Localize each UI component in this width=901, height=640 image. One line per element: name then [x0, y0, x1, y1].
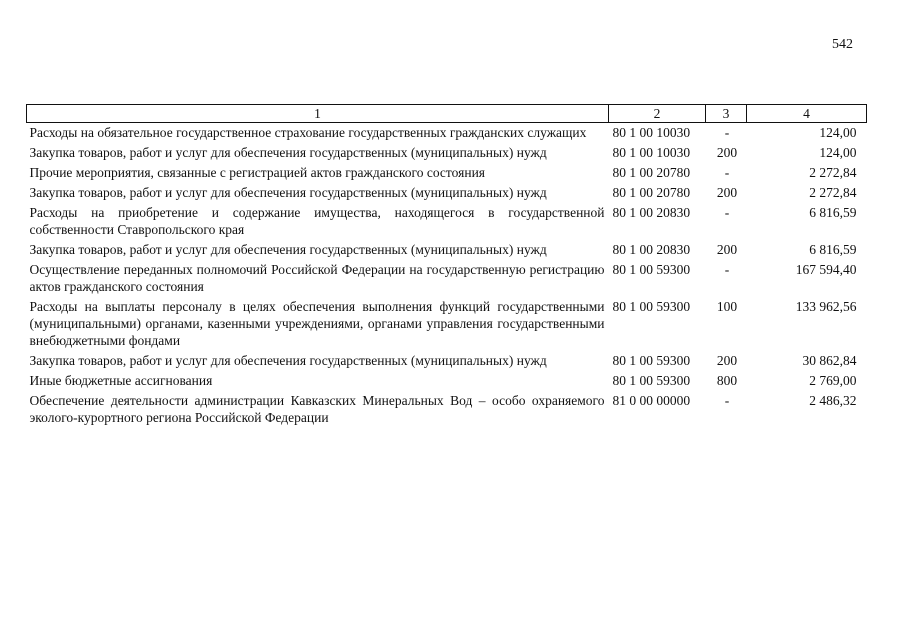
- header-col-3: 3: [706, 105, 747, 123]
- row-type: 200: [716, 242, 738, 257]
- row-type: -: [724, 125, 730, 140]
- row-name: Расходы на выплаты персоналу в целях обеспечения выполнения функций государственными (муниципальными) органами, казенными учреждениями, органами управления государственными внебюджетными фондами: [29, 299, 605, 348]
- budget-table: [26, 104, 867, 428]
- table-header: [27, 105, 867, 123]
- row-code: 80 1 00 20780: [612, 165, 691, 180]
- row-amount: 124,00: [819, 145, 857, 160]
- table-row: [27, 163, 867, 183]
- table-row: [27, 183, 867, 203]
- row-name: Закупка товаров, работ и услуг для обеспечения государственных (муниципальных) нужд: [29, 185, 547, 200]
- table-body: [27, 123, 867, 429]
- row-code: 80 1 00 59300: [612, 262, 691, 277]
- table-row: [27, 297, 867, 351]
- header-col-2: 2: [609, 105, 706, 123]
- row-name: Закупка товаров, работ и услуг для обеспечения государственных (муниципальных) нужд: [29, 145, 547, 160]
- table-row: [27, 391, 867, 428]
- row-code: 80 1 00 10030: [612, 125, 691, 140]
- row-name: Расходы на обязательное государственное страхование государственных гражданских служащих: [29, 125, 587, 140]
- row-code: 80 1 00 20830: [612, 242, 691, 257]
- table-row: [27, 371, 867, 391]
- row-amount: 124,00: [819, 125, 857, 140]
- row-amount: 133 962,56: [795, 299, 857, 314]
- row-code: 80 1 00 59300: [612, 353, 691, 368]
- row-name: Закупка товаров, работ и услуг для обеспечения государственных (муниципальных) нужд: [29, 242, 547, 257]
- page-number: 542: [832, 37, 853, 52]
- row-amount: 2 486,32: [809, 393, 857, 408]
- row-amount: 6 816,59: [809, 242, 857, 257]
- header-row: [27, 105, 867, 123]
- row-name: Иные бюджетные ассигнования: [29, 373, 213, 388]
- row-type: -: [724, 393, 730, 408]
- table-row: [27, 240, 867, 260]
- row-type: -: [724, 262, 730, 277]
- row-type: -: [724, 205, 730, 220]
- row-name: Расходы на приобретение и содержание имущества, находящегося в государственной собственности Ставропольского края: [29, 205, 605, 237]
- row-code: 80 1 00 59300: [612, 373, 691, 388]
- row-amount: 6 816,59: [809, 205, 857, 220]
- table-row: [27, 351, 867, 371]
- row-amount: 2 272,84: [809, 185, 857, 200]
- row-code: 80 1 00 20780: [612, 185, 691, 200]
- row-type: 200: [716, 185, 738, 200]
- row-name: Закупка товаров, работ и услуг для обеспечения государственных (муниципальных) нужд: [29, 353, 547, 368]
- row-code: 81 0 00 00000: [612, 393, 691, 408]
- header-col-1: 1: [27, 105, 609, 123]
- row-type: 200: [716, 353, 738, 368]
- row-type: 200: [716, 145, 738, 160]
- row-code: 80 1 00 10030: [612, 145, 691, 160]
- row-type: -: [724, 165, 730, 180]
- row-amount: 167 594,40: [795, 262, 857, 277]
- row-name: Прочие мероприятия, связанные с регистрацией актов гражданского состояния: [29, 165, 486, 180]
- row-type: 100: [716, 299, 738, 314]
- table-row: [27, 260, 867, 297]
- row-name: Обеспечение деятельности администрации Кавказских Минеральных Вод – особо охраняемого эколого-курортного региона Российской Федерации: [29, 393, 605, 425]
- table-row: [27, 203, 867, 240]
- row-amount: 2 769,00: [809, 373, 857, 388]
- row-type: 800: [716, 373, 738, 388]
- header-col-4: 4: [747, 105, 867, 123]
- row-amount: 30 862,84: [802, 353, 857, 368]
- row-code: 80 1 00 59300: [612, 299, 691, 314]
- table-row: [27, 123, 867, 144]
- row-name: Осуществление переданных полномочий Российской Федерации на государственную регистрацию актов гражданского состояния: [29, 262, 605, 294]
- table-row: [27, 143, 867, 163]
- row-amount: 2 272,84: [809, 165, 857, 180]
- row-code: 80 1 00 20830: [612, 205, 691, 220]
